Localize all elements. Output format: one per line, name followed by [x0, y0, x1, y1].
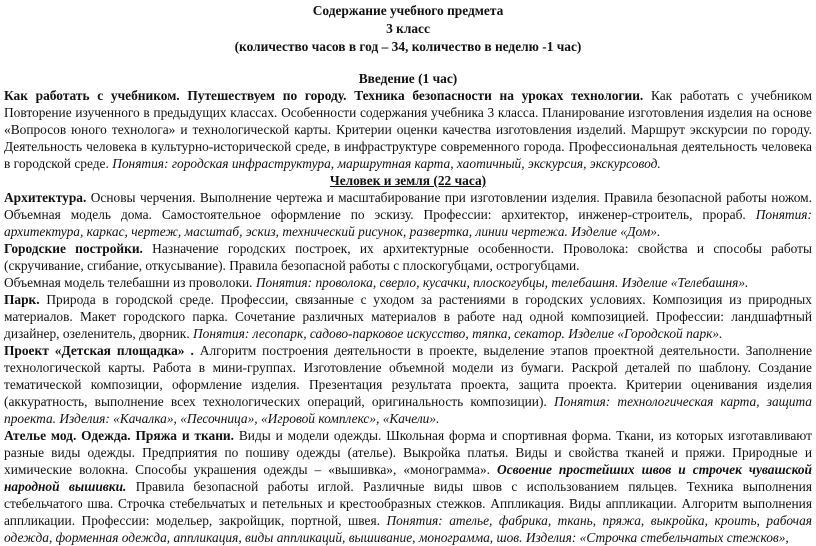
playground-bold: Проект «Детская площадка» . — [4, 343, 194, 358]
intro-title: Введение (1 час) — [358, 71, 458, 86]
tower-text: Объемная модель телебашни из проволоки. — [4, 275, 256, 290]
atelier-paragraph — [4, 427, 812, 546]
header-title: Содержание учебного предмета — [312, 3, 504, 18]
tower-paragraph — [4, 274, 812, 291]
header-grade: 3 класс — [386, 21, 430, 36]
document-page — [0, 2, 816, 546]
intro-concepts: Понятия: городская инфраструктура, маршрутная карта, хаотичный, экскурсия, экскурсовод. — [112, 156, 661, 171]
intro-bold: Как работать с учебником. Путешествуем по городу. Техника безопасности на уроках технологии. — [4, 88, 644, 103]
playground-paragraph — [4, 342, 812, 427]
section-title: Человек и земля (22 часа) — [329, 173, 487, 188]
buildings-text: Назначение городских построек, их архитектурные особенности. Проволока: свойства и способы работы (скручивание, сгибание, откусывание). Правила безопасной работы с плоскогубцами, острогубцами. — [4, 241, 812, 273]
intro-text: Как работать с учебником Повторение изученного в предыдущих классах. Особенности содержания учебника 3 класса. Планирование изготовления изделия на основе «Вопросов юного технолога» и технологической карты. Критерии оценки качества изготовления изделий. Маршрут экскурсии по городу. Деятельность человека в культурно-исторической среде, в инфраструктуре современного города. Профессиональная деятельность человека в городской среде. — [4, 88, 813, 171]
buildings-bold: Городские постройки. — [4, 241, 143, 256]
document-header — [4, 2, 812, 56]
architecture-paragraph — [4, 189, 812, 240]
atelier-bold: Ателье мод. Одежда. Пряжа и ткани. — [4, 428, 234, 443]
architecture-concepts: Понятия: архитектура, каркас, чертеж, масштаб, эскиз, технический рисунок, развертка, линии чертежа. Изделие «Дом». — [4, 207, 812, 239]
atelier-concepts: Понятия: ателье, фабрика, ткань, пряжа, выкройка, кроить, рабочая одежда, форменная одежда, аппликация, виды аппликаций, вышивание, монограмма, шов. Изделия: «Строчка стебельчатых стежков», — [4, 513, 812, 545]
playground-concepts: Понятия: технологическая карта, защита проекта. Изделия: «Качалка», «Песочница», «Игровой комплекс», «Качели». — [4, 394, 812, 426]
atelier-text2: Правила безопасной работы иглой. Различные виды швов с использованием пяльцев. Техника выполнения стебельчатого шва. Строчка стебельчатых и петельных и крестообразных стежков. Аппликация. Виды аппликации. Алгоритм выполнения аппликации. Профессии: модельер, закройщик, портной, швея. — [4, 479, 812, 528]
park-paragraph — [4, 291, 812, 342]
intro-paragraph — [4, 87, 812, 172]
architecture-text: Основы черчения. Выполнение чертежа и масштабирование при изготовлении изделия. Правила безопасной работы ножом. Объемная модель дома. Самостоятельное оформление по эскизу. Профессии: архитектор, инженер-строитель, прораб. — [4, 190, 812, 222]
header-hours: (количество часов в год – 34, количество в неделю -1 час) — [234, 39, 582, 54]
park-concepts: Понятия: лесопарк, садово-парковое искусство, тяпка, секатор. Изделие «Городской парк». — [193, 326, 723, 341]
playground-text: Алгоритм построения деятельности в проекте, выделение этапов проектной деятельности. Заполнение технологической карты. Работа в мини-группах. Изготовление объемной модели из бумаги. Раскрой деталей по шаблону. Создание тематической композиции, оформление изделия. Презентация результата проекта, защита проекта. Критерии оценивания изделия (аккуратность, выполнение всех технологических операций, оригинальность композиции). — [4, 343, 813, 409]
atelier-text: Виды и модели одежды. Школьная форма и спортивная форма. Ткани, из которых изготавливают разные виды одежды. Предприятия по пошиву одежды (ателье). Выкройка платья. Виды и свойства тканей и пряжи. Природные и химические волокна. Способы украшения одежды – «вышивка», «монограмма». — [4, 428, 812, 477]
park-bold: Парк. — [4, 292, 40, 307]
architecture-bold: Архитектура. — [4, 190, 87, 205]
atelier-bold-italic: Освоение простейших швов и строчек чувашской народной вышивки. — [4, 462, 812, 494]
buildings-paragraph — [4, 240, 812, 274]
park-text: Природа в городской среде. Профессии, связанные с уходом за растениями в городских условиях. Композиция из природных материалов. Макет городского парка. Сочетание различных материалов в работе над одной композицией. Профессии: ландшафтный дизайнер, озеленитель, дворник. — [4, 292, 812, 341]
tower-concepts: Понятия: проволока, сверло, кусачки, плоскогубцы, телебашня. Изделие «Телебашня». — [255, 275, 749, 290]
